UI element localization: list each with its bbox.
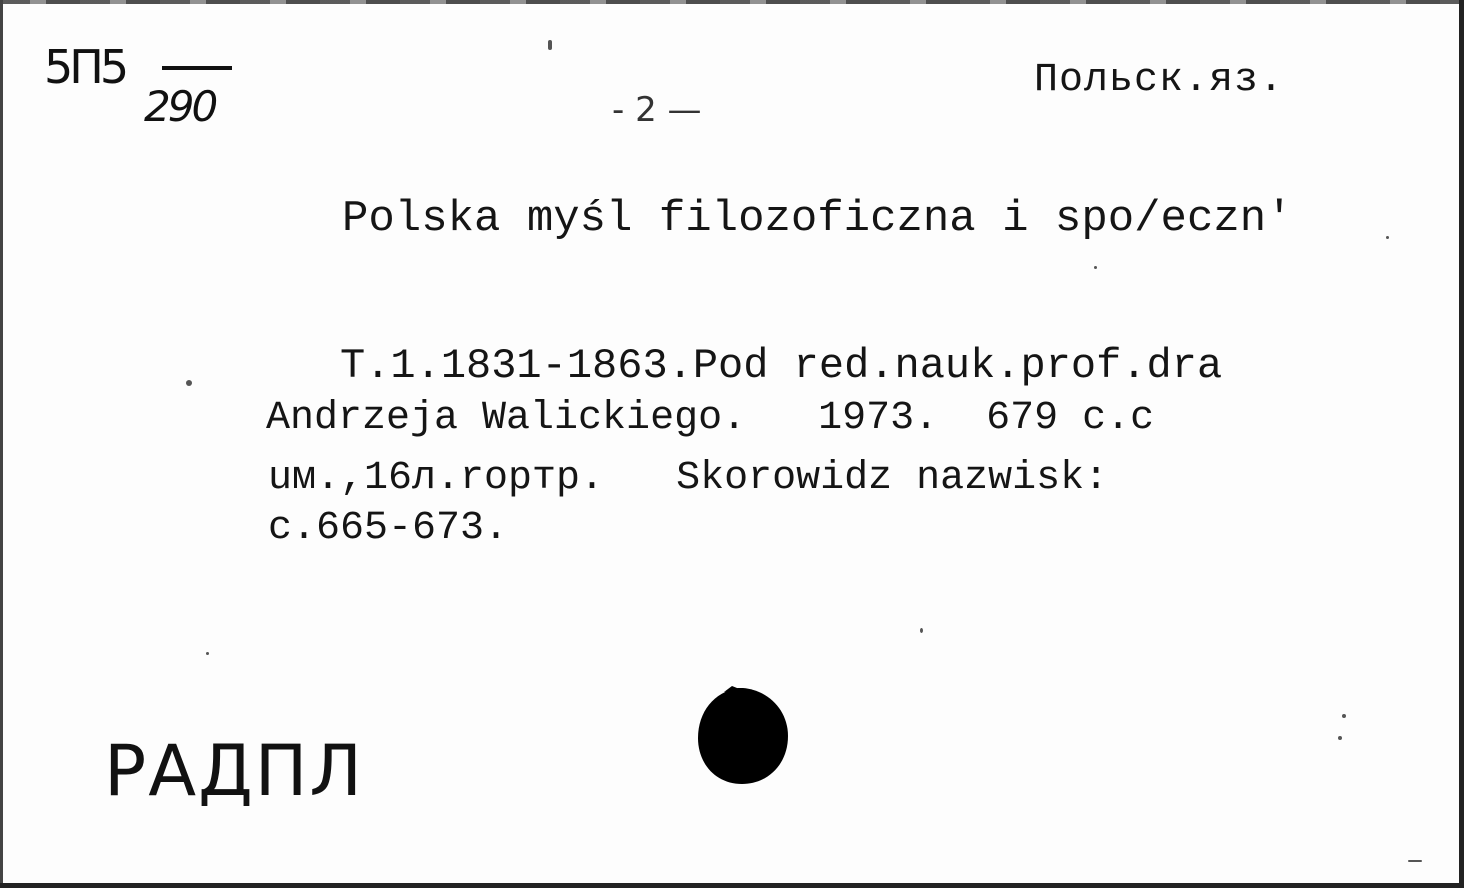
- language-note: Польск.яз.: [1034, 58, 1285, 103]
- shelf-mark-top: 5П5: [44, 40, 126, 94]
- speck: [548, 40, 552, 50]
- card-right-edge: [1459, 0, 1464, 888]
- speck: [1094, 266, 1097, 269]
- speck: [920, 628, 923, 633]
- description-line-4: c.665-673.: [268, 506, 509, 551]
- page-mark: - 2 —: [612, 90, 702, 130]
- shelf-mark: [44, 40, 244, 140]
- speck: [206, 652, 209, 655]
- description-line-1: T.1.1831-1863.Pod red.nauk.prof.dra: [340, 342, 1223, 390]
- shelf-mark-fraction-bar: [162, 66, 232, 70]
- shelf-mark-bottom: 290: [144, 82, 216, 131]
- speck: [1342, 714, 1346, 718]
- speck: [1408, 860, 1422, 862]
- punch-hole-icon: [694, 684, 792, 788]
- card-top-edge: [0, 0, 1464, 4]
- card-bottom-edge: [0, 883, 1464, 888]
- handwritten-stamp: РАДПЛ: [104, 730, 365, 812]
- book-title: Polska myśl filozoficzna i spo/eczn': [342, 194, 1293, 244]
- speck: [1386, 236, 1389, 239]
- description-line-2: Andrzeja Walickiego. 1973. 679 c.c: [266, 396, 1155, 441]
- description-line-3: uм.,16л.ropтp. Skorowidz nazwisk:: [268, 456, 1109, 501]
- speck: [186, 380, 192, 386]
- speck: [1338, 736, 1342, 740]
- card-left-edge: [0, 0, 3, 888]
